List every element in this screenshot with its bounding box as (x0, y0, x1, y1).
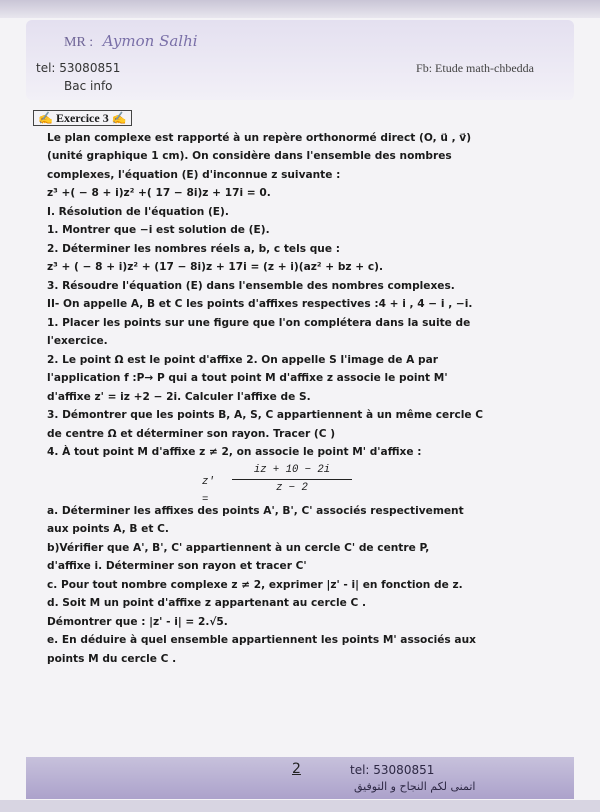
question-line: d'affixe i. Déterminer son rayon et tracer C' (47, 560, 307, 572)
formula-lhs: z' = (202, 475, 215, 506)
bottom-band (0, 800, 600, 812)
question-line: b)Vérifier que A', B', C' appartiennent à un cercle C' de centre P, (47, 541, 430, 554)
question-line: d'affixe z' = iz +2 − 2i. Calculer l'affixe de S. (47, 390, 311, 403)
footer-tel: tel: 53080851 (350, 763, 435, 777)
author-name: Aymon Salhi (102, 32, 198, 50)
question-line: 3. Démontrer que les points B, A, S, C appartiennent à un même cercle C (47, 409, 484, 421)
question-line: a. Déterminer les affixes des points A', B', C' associés respectivement (47, 504, 464, 517)
top-band (0, 0, 600, 18)
exercise-title-box (33, 110, 132, 126)
mr-label: MR : (64, 35, 94, 50)
header-tel: tel: 53080851 (36, 61, 121, 75)
question-line: 1. Montrer que −i est solution de (E). (47, 224, 270, 236)
formula-numerator: iz + 10 − 2i (232, 462, 352, 480)
question-line: aux points A, B et C. (47, 523, 169, 535)
page-header (26, 20, 574, 100)
page-footer (26, 757, 574, 799)
question-line: 3. Résoudre l'équation (E) dans l'ensemble des nombres complexes. (47, 279, 455, 292)
question-line: z³ + ( − 8 + i)z² + (17 − 8i)z + 17i = (z + i)(az² + bz + c). (47, 261, 383, 273)
question-line: II- On appelle A, B et C les points d'affixes respectives :4 + i , 4 − i , −i. (47, 298, 473, 310)
question-line: 1. Placer les points sur une figure que l'on complétera dans la suite de (47, 316, 471, 329)
question-line: e. En déduire à quel ensemble appartiennent les points M' associés aux (47, 634, 476, 646)
page-number: 2 (292, 761, 301, 777)
footer-arabic-text: اتمنى لكم النجاح و التوفيق (354, 780, 476, 793)
formula-denominator: z − 2 (276, 481, 308, 494)
question-line: d. Soit M un point d'affixe z appartenant au cercle C . (47, 597, 366, 609)
intro-line: (unité graphique 1 cm). On considère dans l'ensemble des nombres (47, 150, 452, 162)
question-line: c. Pour tout nombre complexe z ≠ 2, exprimer |z' - i| en fonction de z. (47, 578, 463, 591)
header-facebook: Fb: Etude math-chbedda (416, 61, 534, 75)
pen-icon: ✍ (111, 111, 127, 125)
author-line (64, 32, 198, 51)
level-label: Bac info (64, 79, 113, 93)
question-line: 2. Déterminer les nombres réels a, b, c tels que : (47, 242, 340, 255)
question-line: l'application f :P→ P qui a tout point M d'affixe z associe le point M' (47, 372, 448, 384)
pen-icon: ✍ (38, 111, 53, 125)
question-line: de centre Ω et déterminer son rayon. Tracer (C ) (47, 427, 336, 440)
question-line: Démontrer que : |z' - i| = 2.√5. (47, 615, 228, 628)
question-line: points M du cercle C . (47, 652, 177, 665)
question-line: l'exercice. (47, 335, 108, 347)
exercise-content (33, 110, 563, 668)
intro-line: complexes, l'équation (E) d'inconnue z suivante : (47, 168, 341, 181)
question-line: 2. Le point Ω est le point d'affixe 2. On appelle S l'image de A par (47, 353, 438, 366)
exercise-title: Exercice 3 (55, 111, 109, 125)
intro-line: Le plan complexe est rapporté à un repère orthonormé direct (O, u⃗ , v⃗) (47, 131, 472, 144)
equation-e: z³ +( − 8 + i)z² +( 17 − 8i)z + 17i = 0. (47, 187, 271, 199)
part1-title: I. Résolution de l'équation (E). (47, 205, 229, 218)
question-line: 4. À tout point M d'affixe z ≠ 2, on associe le point M' d'affixe : (47, 446, 422, 458)
formula (47, 462, 563, 506)
